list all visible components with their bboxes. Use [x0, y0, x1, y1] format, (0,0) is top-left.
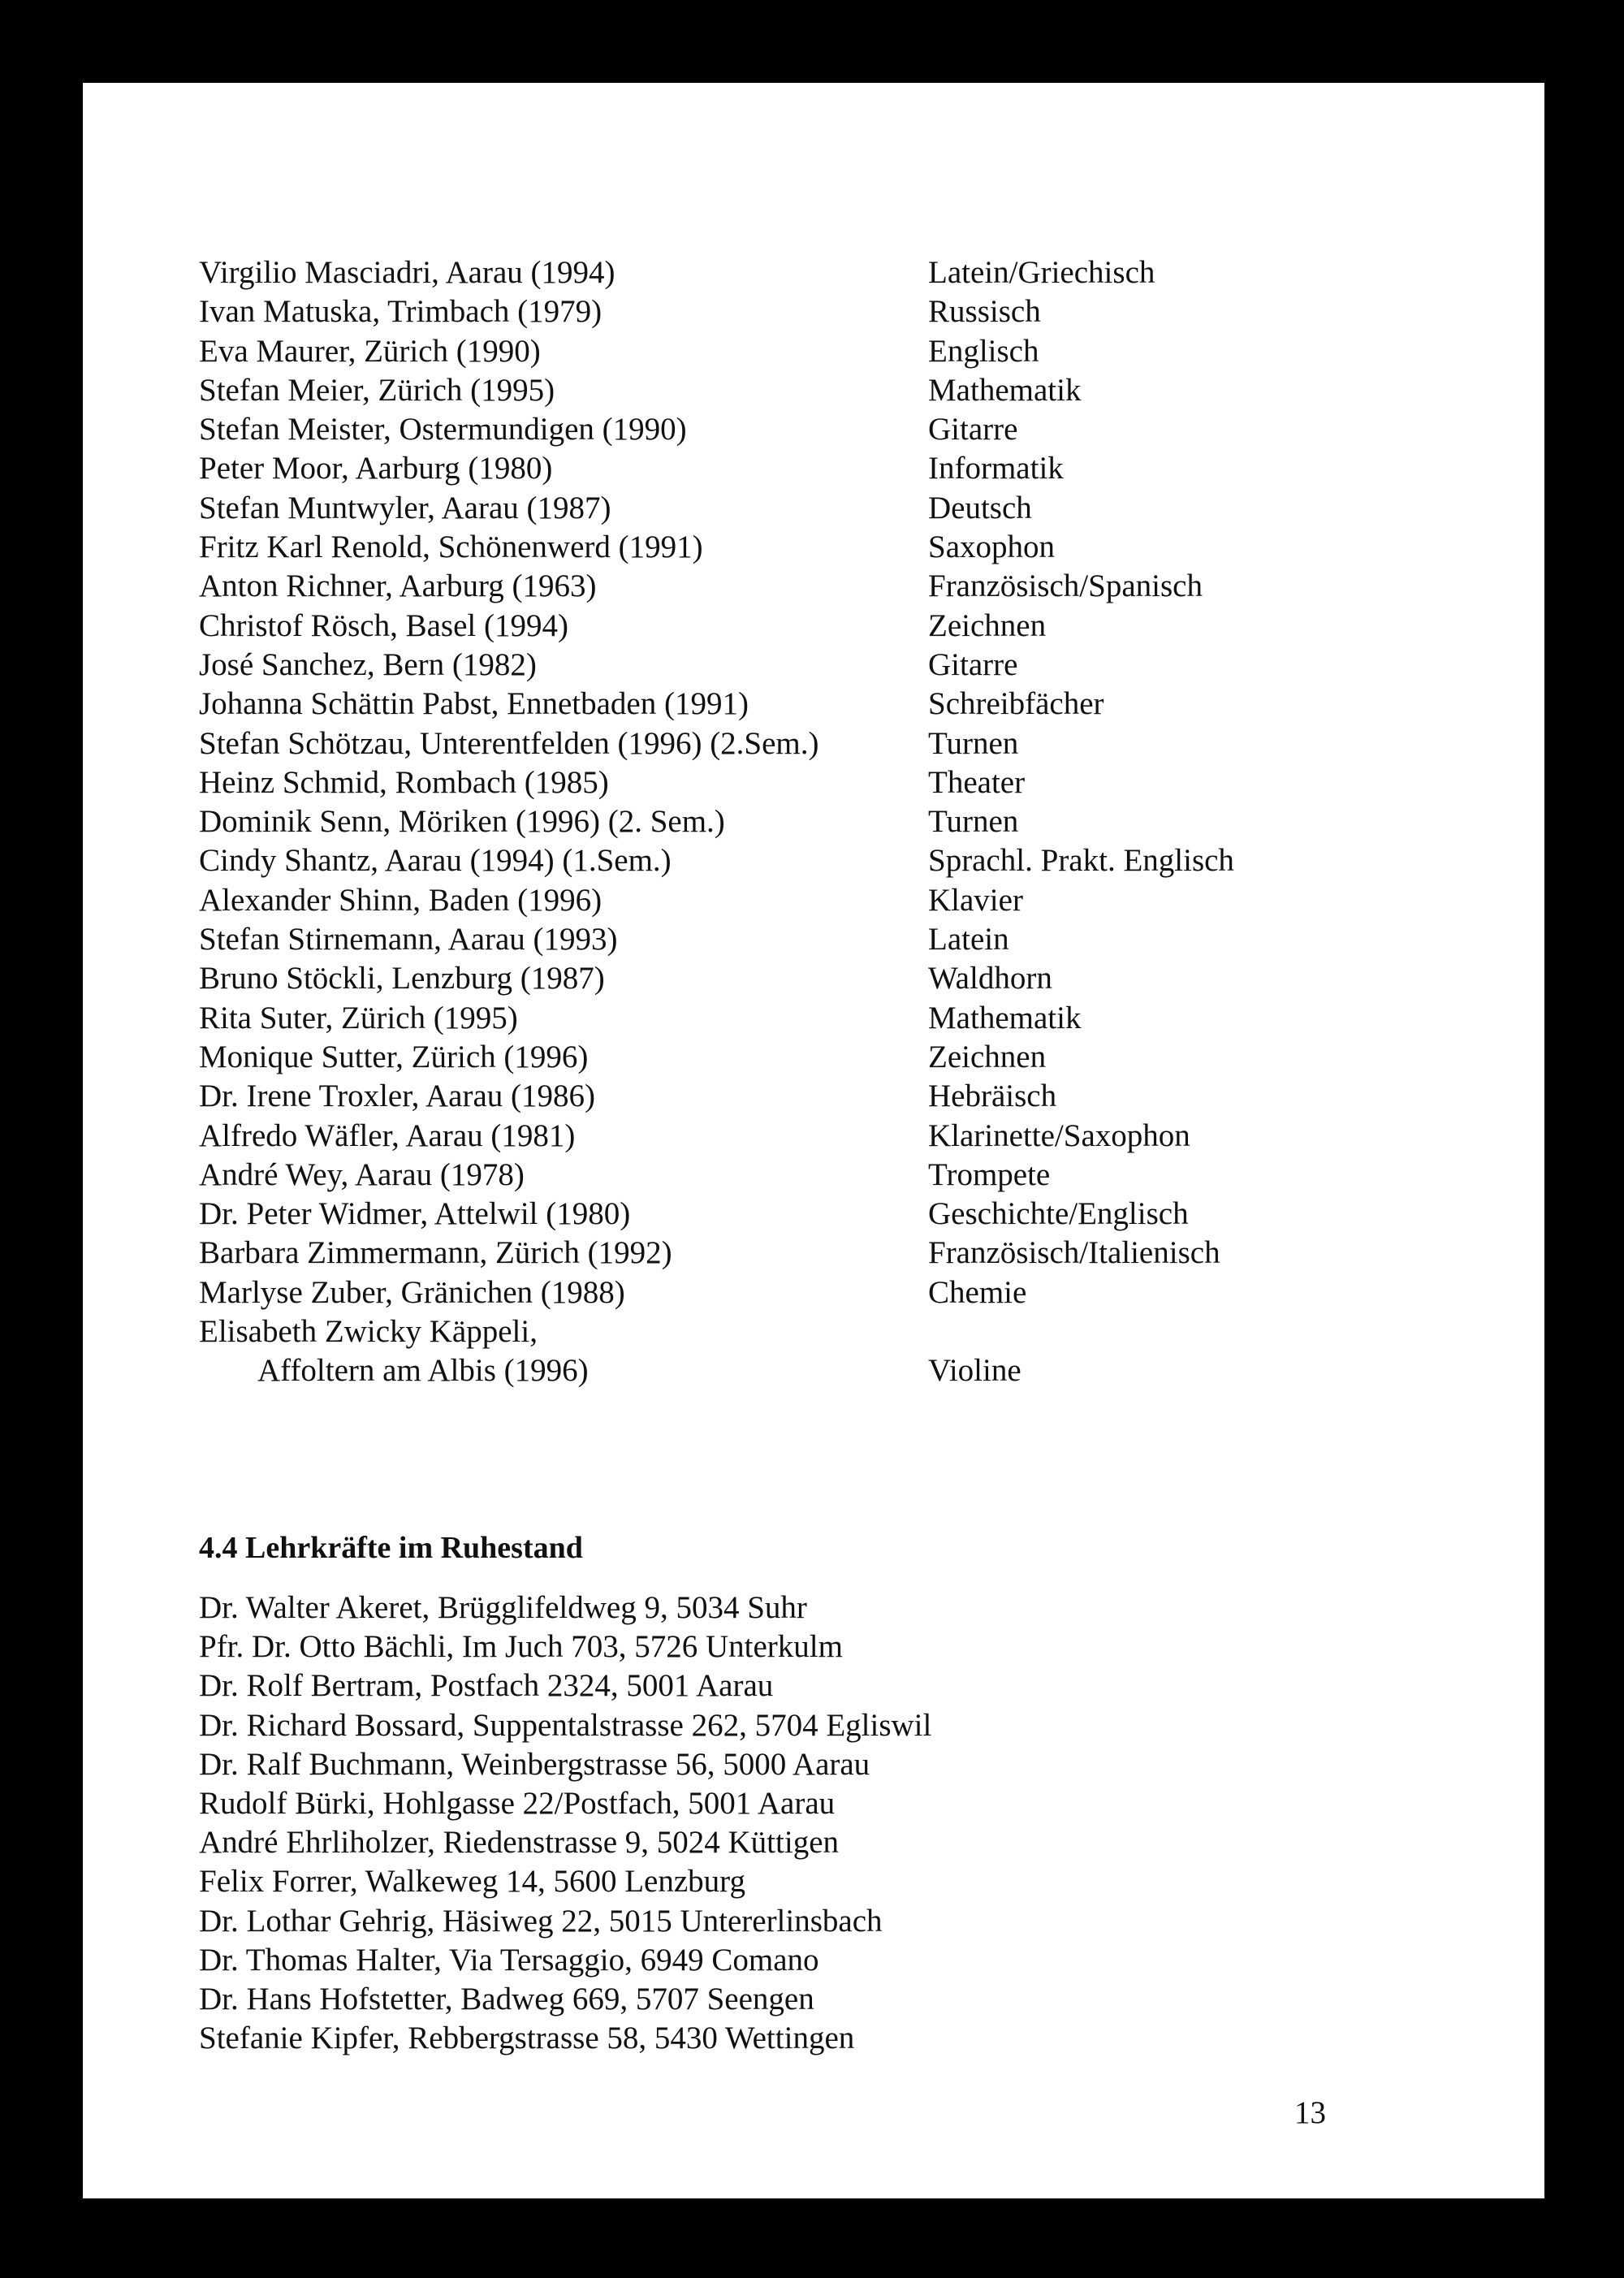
retired-entry: Rudolf Bürki, Hohlgasse 22/Postfach, 5001 Aarau — [199, 1785, 836, 1821]
retired-entry: Felix Forrer, Walkeweg 14, 5600 Lenzburg — [199, 1864, 745, 1900]
teacher-row — [199, 1156, 1498, 1195]
teacher-row — [199, 763, 1498, 802]
teacher-name: Ivan Matuska, Trimbach (1979) — [199, 294, 603, 330]
teacher-subject: Mathematik — [928, 372, 1082, 408]
section-heading: 4.4 Lehrkräfte im Ruhestand — [199, 1531, 583, 1565]
teacher-row — [199, 920, 1498, 959]
teacher-name — [199, 1312, 589, 1391]
teacher-name: Anton Richner, Aarburg (1963) — [199, 568, 597, 604]
teacher-name: José Sanchez, Bern (1982) — [199, 646, 537, 682]
teacher-name: Marlyse Zuber, Gränichen (1988) — [199, 1274, 625, 1310]
teacher-name: Rita Suter, Zürich (1995) — [199, 1000, 518, 1035]
teacher-name: Peter Moor, Aarburg (1980) — [199, 451, 553, 486]
teacher-row — [199, 607, 1498, 646]
teacher-row — [199, 685, 1498, 724]
page-number: 13 — [1294, 2095, 1326, 2130]
teacher-subject: Informatik — [928, 451, 1064, 486]
teacher-subject: Französisch/Spanisch — [928, 568, 1203, 604]
teacher-row — [199, 567, 1498, 606]
teacher-subject: Gitarre — [928, 412, 1018, 447]
teacher-row — [199, 1195, 1498, 1234]
teacher-name: Stefan Meier, Zürich (1995) — [199, 372, 555, 408]
teacher-subject: Englisch — [928, 333, 1039, 369]
teacher-subject: Hebräisch — [928, 1078, 1057, 1114]
teacher-name-line2: Affoltern am Albis (1996) — [257, 1353, 589, 1389]
teacher-row — [199, 371, 1498, 410]
teacher-subject: Sprachl. Prakt. Englisch — [928, 843, 1234, 879]
teacher-row — [199, 1312, 1498, 1391]
teacher-subject: Turnen — [928, 804, 1019, 840]
teacher-subject: Waldhorn — [928, 961, 1052, 996]
teacher-subject: Violine — [928, 1353, 1021, 1389]
teacher-row — [199, 1038, 1498, 1077]
teacher-row — [199, 802, 1498, 841]
teacher-name: Christof Rösch, Basel (1994) — [199, 607, 568, 643]
teacher-row — [199, 410, 1498, 449]
retired-teacher-list — [199, 1589, 931, 2058]
teacher-name: Cindy Shantz, Aarau (1994) (1.Sem.) — [199, 843, 672, 879]
teacher-subject: Zeichnen — [928, 1039, 1047, 1074]
teacher-subject: Trompete — [928, 1156, 1051, 1192]
retired-entry: Dr. Richard Bossard, Suppentalstrasse 262, 5704 Egliswil — [199, 1707, 932, 1743]
teacher-name: Stefan Schötzau, Unterentfelden (1996) (2.Sem.) — [199, 725, 819, 761]
document-page — [83, 83, 1544, 2198]
retired-entry: Dr. Walter Akeret, Brügglifeldweg 9, 5034 Suhr — [199, 1590, 807, 1625]
teacher-subject: Russisch — [928, 294, 1041, 330]
teacher-row — [199, 881, 1498, 920]
retired-entry: Dr. Rolf Bertram, Postfach 2324, 5001 Aarau — [199, 1668, 774, 1704]
teacher-subject: Latein/Griechisch — [928, 255, 1155, 290]
teacher-name: Bruno Stöckli, Lenzburg (1987) — [199, 961, 605, 996]
teacher-row — [199, 528, 1498, 567]
teacher-name: Stefan Stirnemann, Aarau (1993) — [199, 922, 618, 957]
teacher-row — [199, 292, 1498, 331]
retired-entry: Dr. Lothar Gehrig, Häsiweg 22, 5015 Untererlinsbach — [199, 1903, 883, 1939]
teacher-name: Alfredo Wäfler, Aarau (1981) — [199, 1117, 576, 1153]
teacher-subject: Deutsch — [928, 490, 1032, 525]
retired-entry: Stefanie Kipfer, Rebbergstrasse 58, 5430 Wettingen — [199, 2021, 855, 2056]
teacher-subject: Saxophon — [928, 530, 1055, 565]
retired-entry: Pfr. Dr. Otto Bächli, Im Juch 703, 5726 Unterkulm — [199, 1629, 843, 1665]
retired-entry: Dr. Ralf Buchmann, Weinbergstrasse 56, 5000 Aarau — [199, 1746, 870, 1782]
retired-entry: André Ehrliholzer, Riedenstrasse 9, 5024 Küttigen — [199, 1825, 839, 1861]
teacher-row — [199, 1234, 1498, 1273]
teacher-name: Dr. Irene Troxler, Aarau (1986) — [199, 1078, 595, 1114]
teacher-name: Stefan Meister, Ostermundigen (1990) — [199, 412, 687, 447]
teacher-name: Alexander Shinn, Baden (1996) — [199, 882, 603, 918]
teacher-row — [199, 489, 1498, 528]
retired-entry: Dr. Thomas Halter, Via Tersaggio, 6949 Comano — [199, 1942, 819, 1978]
teacher-subject: Theater — [928, 764, 1026, 800]
teacher-subject: Schreibfächer — [928, 686, 1104, 722]
teacher-name: Stefan Muntwyler, Aarau (1987) — [199, 490, 611, 525]
teacher-name: Barbara Zimmermann, Zürich (1992) — [199, 1235, 672, 1271]
teacher-row — [199, 1273, 1498, 1312]
teacher-row — [199, 999, 1498, 1038]
teacher-row — [199, 1117, 1498, 1156]
teacher-subject: Mathematik — [928, 1000, 1082, 1035]
teacher-name: Virgilio Masciadri, Aarau (1994) — [199, 255, 615, 290]
teacher-subject: Geschichte/Englisch — [928, 1196, 1189, 1232]
teacher-name: Monique Sutter, Zürich (1996) — [199, 1039, 589, 1074]
teacher-subject: Klarinette/Saxophon — [928, 1117, 1190, 1153]
teacher-subject: Französisch/Italienisch — [928, 1235, 1220, 1271]
teacher-row — [199, 841, 1498, 880]
teacher-name: Fritz Karl Renold, Schönenwerd (1991) — [199, 530, 703, 565]
teacher-subject: Gitarre — [928, 646, 1018, 682]
teacher-list — [199, 253, 1498, 1391]
teacher-name: Dominik Senn, Möriken (1996) (2. Sem.) — [199, 804, 725, 840]
teacher-row — [199, 253, 1498, 292]
teacher-subject: Klavier — [928, 882, 1023, 918]
teacher-row — [199, 449, 1498, 488]
teacher-name-line1: Elisabeth Zwicky Käppeli, — [199, 1314, 538, 1350]
teacher-row — [199, 1077, 1498, 1116]
teacher-name: Johanna Schättin Pabst, Ennetbaden (1991) — [199, 686, 749, 722]
teacher-row — [199, 724, 1498, 763]
retired-entry: Dr. Hans Hofstetter, Badweg 669, 5707 Seengen — [199, 1981, 814, 2016]
teacher-name: Dr. Peter Widmer, Attelwil (1980) — [199, 1196, 631, 1232]
teacher-name: Eva Maurer, Zürich (1990) — [199, 333, 541, 369]
teacher-row — [199, 959, 1498, 998]
teacher-subject: Latein — [928, 922, 1009, 957]
teacher-subject: Chemie — [928, 1274, 1027, 1310]
teacher-name: Heinz Schmid, Rombach (1985) — [199, 764, 609, 800]
teacher-row — [199, 646, 1498, 685]
teacher-subject: Turnen — [928, 725, 1019, 761]
teacher-subject: Zeichnen — [928, 607, 1047, 643]
teacher-row — [199, 332, 1498, 371]
teacher-name: André Wey, Aarau (1978) — [199, 1156, 525, 1192]
